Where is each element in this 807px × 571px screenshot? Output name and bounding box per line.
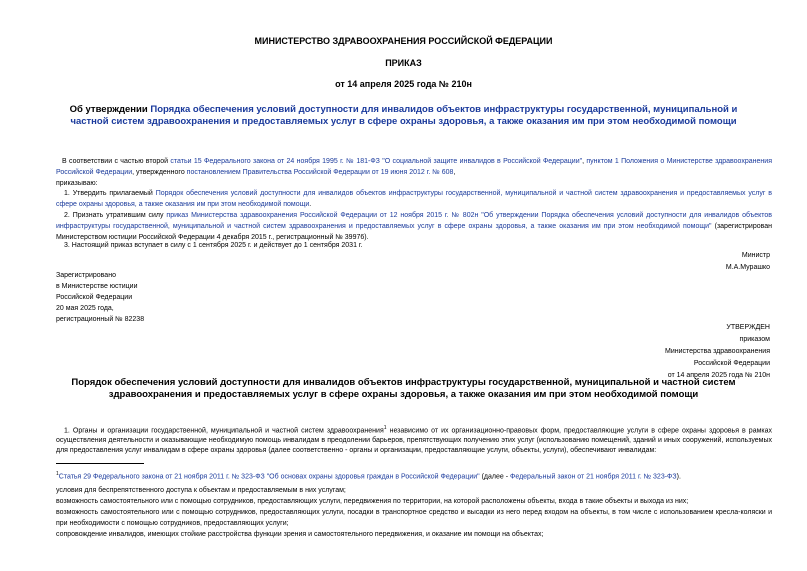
procedure-link[interactable]: Порядок обеспечения условий доступности для инвалидов объектов инфраструктуры государственной, муниципальной и частной систем здравоохранения и предоставляемых услуг в сфере охраны здоровья, а также оказания им при этом необходимой помощи [56,190,772,208]
order-802n-link[interactable]: приказ Министерства здравоохранения Российской Федерации от 12 ноября 2015 г. № 802н "Об утверждении Порядка обеспечения условий доступности для инвалидов объектов инфраструктуры государственной, муниципальной и частной систем здравоохранения и предоставляемых услуг в сфере охраны здоровья, а также оказания им при этом необходимой помощи" [56,212,772,230]
registration-line: в Министерстве юстиции [56,283,138,290]
footnote [56,469,772,482]
condition-item: возможность самостоятельного или с помощью сотрудников, предоставляющих услуги, передвижения по территории, на которой расположены объекты, входа в такие объекты и выхода из них; [56,498,689,505]
item-3: 3. Настоящий приказ вступает в силу с 1 сентября 2025 г. и действует до 1 сентября 2031 г. [64,242,363,249]
preamble-text: , [582,158,587,165]
footnote-text: ). [676,473,681,481]
approved-line: УТВЕРЖДЕН [726,324,770,331]
approved-line: Российской Федерации [693,360,770,367]
preamble [56,156,772,178]
law-323-article-29-link[interactable]: Статья 29 Федерального закона от 21 ноября 2011 г. № 323-ФЗ "Об основах охраны здоровья граждан в Российской Федерации" [58,473,480,481]
preamble-text: В соответствии с частью второй [62,158,171,165]
order-date-number: от 14 апреля 2025 года № 210н [335,79,472,89]
doc-type: ПРИКАЗ [385,58,422,68]
preamble-text: , утвержденного [132,169,187,176]
registration-line: регистрационный № 82238 [56,316,145,323]
conditions-list [56,485,772,540]
registration-line: Российской Федерации [56,294,133,301]
section-1-text: независимо от их организационно-правовых форм, предоставляющие услуги в сфере охраны здоровья в рамках осуществления деятельности и оказывающие необходимую помощь инвалидам в преодолении барьеров, препятствующих получению этих услуг (использованию помещений, зданий и иных сооружений, используемых для предоставления услуг инвалидам в сфере охраны здоровья (далее соответственно - органы и организации, предоставляющие услуги, объекты, услуги), обеспечивают инвалидам: [56,427,773,455]
item-1-text: . [309,201,312,208]
order-title-link[interactable]: Порядка обеспечения условий доступности для инвалидов объектов инфраструктуры государственной, муниципальной и частной систем здравоохранения и предоставляемых услуг в сфере охраны здоровья, а также оказания им при этом необходимой помощи [70,104,738,127]
condition-item: сопровождение инвалидов, имеющих стойкие расстройства функции зрения и самостоятельного передвижения, и оказание им помощи на объектах; [56,531,544,538]
section-1-text: 1. Органы и организации государственной, муниципальной и частной систем здравоохранения [64,427,384,435]
order-verb: приказываю: [56,180,98,187]
approved-line: Министерства здравоохранения [665,348,770,355]
section-1 [56,423,772,456]
condition-item: возможность самостоятельного или с помощью сотрудников, предоставляющих услуги, посадки в транспортное средство и высадки из него перед входом на объекты, в том числе с использованием кресла-коляски и при необходимости с помощью сотрудников, предоставляющих услуги; [56,509,772,527]
registration-line: 20 мая 2025 года, [56,305,114,312]
preamble-text: , [453,169,456,176]
footnote-divider [56,463,144,464]
item-2-text: 2. Признать утратившим силу [64,212,167,219]
signature-title: Министр [741,252,770,259]
approved-line: приказом [739,336,770,343]
item-2 [56,210,772,243]
law-323-link[interactable]: Федеральный закон от 21 ноября 2011 г. № 323-ФЗ [510,473,677,481]
registration-line: Зарегистрировано [56,272,116,279]
order-title [50,104,757,128]
procedure-title: Порядок обеспечения условий доступности для инвалидов объектов инфраструктуры государственной, муниципальной и частной систем здравоохранения и предоставляемых услуг в сфере охраны здоровья, а также оказания им при этом необходимой помощи [71,377,736,400]
order-title-prefix: Об утверждении [69,104,151,115]
approved-line: от 14 апреля 2025 года № 210н [667,372,770,379]
condition-item: условия для беспрепятственного доступа к объектам и предоставляемым в них услугам; [56,487,346,494]
ministry-header: МИНИСТЕРСТВО ЗДРАВООХРАНЕНИЯ РОССИЙСКОЙ ФЕДЕРАЦИИ [254,36,553,46]
approved-block [665,322,770,382]
footnote-text: (далее - [479,473,511,481]
footnote-ref[interactable]: 1 [383,425,387,431]
footnote-marker: 1 [56,471,59,477]
item-1 [56,188,772,210]
government-decree-608-link[interactable]: постановлением Правительства Российской Федерации от 19 июня 2012 г. № 608 [186,169,454,176]
registration-block [56,270,144,325]
law-181-link[interactable]: статьи 15 Федерального закона от 24 ноября 1995 г. № 181-ФЗ "О социальной защите инвалидов в Российской Федерации" [170,158,583,165]
signature-name: М.А.Мурашко [725,264,770,271]
signature-block [726,250,770,274]
item-2-text: (зарегистрирован Министерством юстиции Российской Федерации 4 декабря 2015 г., регистрационный № 39976). [56,223,772,241]
item-1-text: 1. Утвердить прилагаемый [64,190,156,197]
ministry-regulation-link[interactable]: пунктом 1 Положения о Министерстве здравоохранения Российской Федерации [56,158,772,176]
